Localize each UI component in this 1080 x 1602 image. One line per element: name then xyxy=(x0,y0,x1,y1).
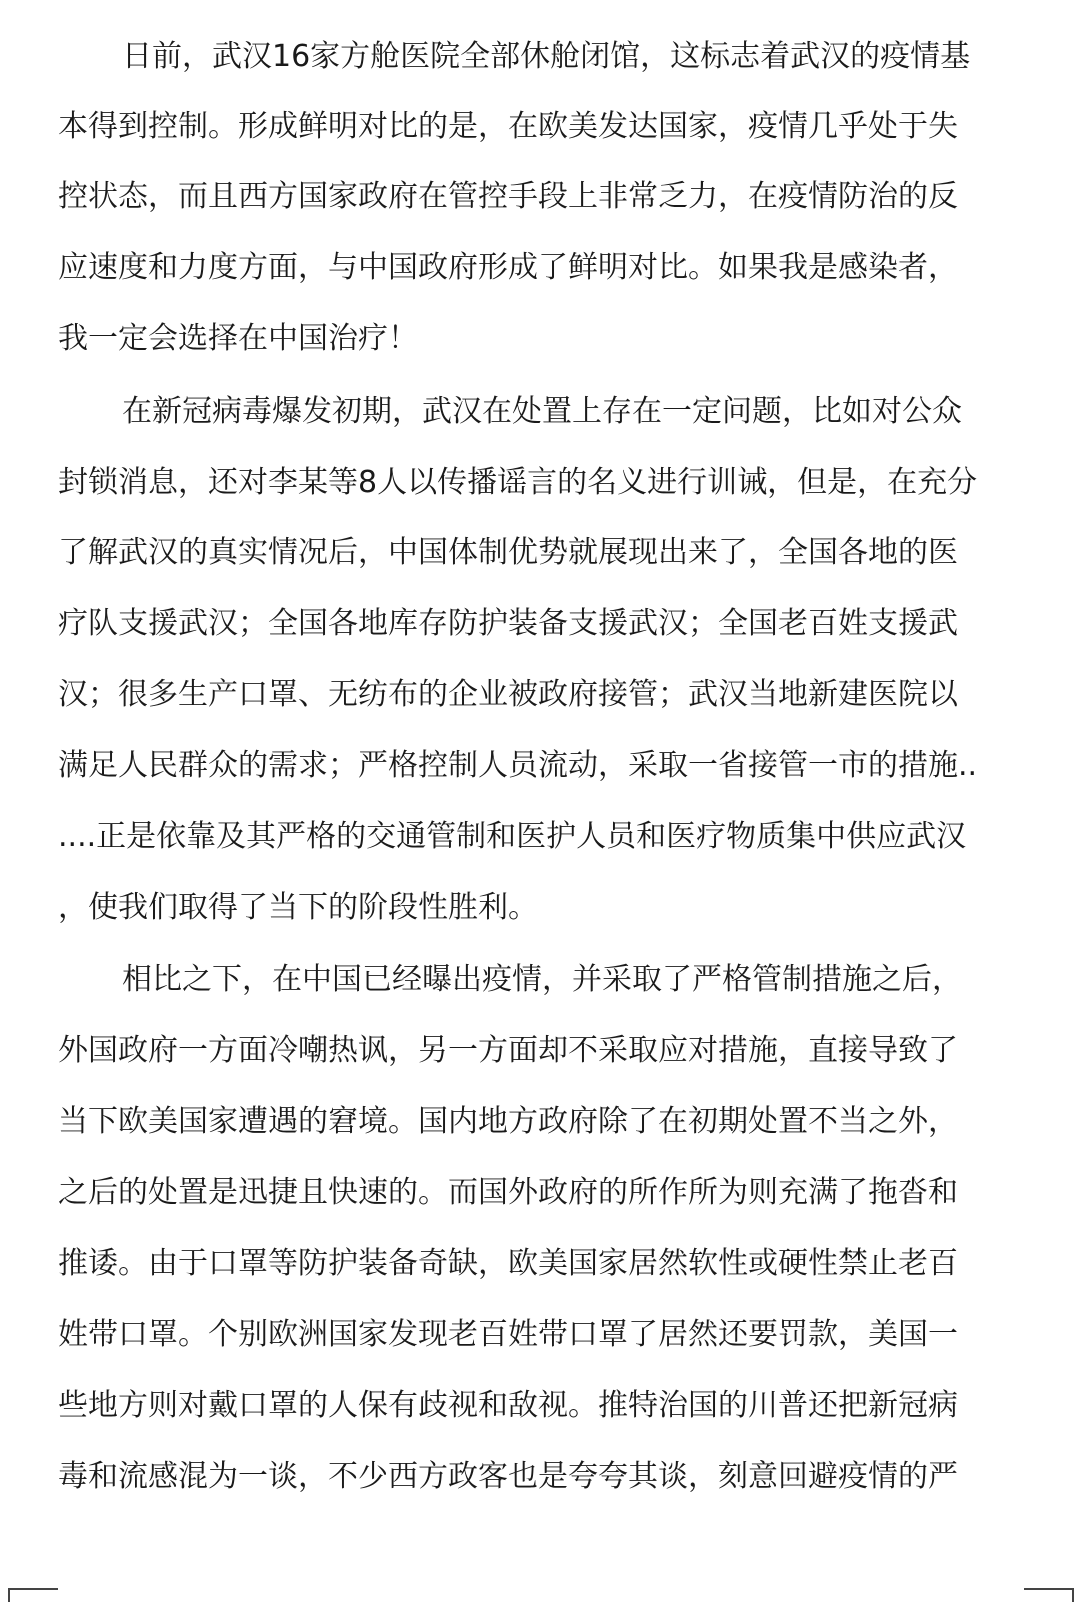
paragraph-3-line-3: 当下欧美国家遭遇的窘境。国内地方政府除了在初期处置不当之外， xyxy=(58,1104,958,1139)
paragraph-1-line-1: 日前，武汉16家方舱医院全部休舱闭馆，这标志着武汉的疫情基 xyxy=(122,39,971,74)
paragraph-3-line-4: 之后的处置是迅捷且快速的。而国外政府的所作所为则充满了拖沓和 xyxy=(58,1175,958,1210)
paragraph-2-line-1: 在新冠病毒爆发初期，武汉在处置上存在一定问题，比如对公众 xyxy=(122,394,962,429)
paragraph-2-line-7: ....正是依靠及其严格的交通管制和医护人员和医疗物质集中供应武汉 xyxy=(58,819,967,854)
paragraph-3-line-1: 相比之下，在中国已经曝出疫情，并采取了严格管制措施之后， xyxy=(122,962,962,997)
paragraph-3-line-7: 些地方则对戴口罩的人保有歧视和敌视。推特治国的川普还把新冠病 xyxy=(58,1388,958,1423)
paragraph-2-line-2: 封锁消息，还对李某等8人以传播谣言的名义进行训诫，但是，在充分 xyxy=(58,465,978,500)
paragraph-2-line-3: 了解武汉的真实情况后，中国体制优势就展现出来了，全国各地的医 xyxy=(58,535,958,570)
paragraph-3-line-2: 外国政府一方面冷嘲热讽，另一方面却不采取应对措施，直接导致了 xyxy=(58,1033,958,1068)
paragraph-2-line-4: 疗队支援武汉；全国各地库存防护装备支援武汉；全国老百姓支援武 xyxy=(58,606,958,641)
paragraph-2-line-8: ，使我们取得了当下的阶段性胜利。 xyxy=(58,890,538,925)
paragraph-3-line-5: 推诿。由于口罩等防护装备奇缺，欧美国家居然软性或硬性禁止老百 xyxy=(58,1246,958,1281)
paragraph-3-line-6: 姓带口罩。个别欧洲国家发现老百姓带口罩了居然还要罚款，美国一 xyxy=(58,1317,958,1352)
paragraph-1-line-4: 应速度和力度方面，与中国政府形成了鲜明对比。如果我是感染者， xyxy=(58,250,958,285)
paragraph-3-line-8: 毒和流感混为一谈，不少西方政客也是夸夸其谈，刻意回避疫情的严 xyxy=(58,1459,958,1494)
paragraph-2-line-6: 满足人民群众的需求；严格控制人员流动，采取一省接管一市的措施.. xyxy=(58,748,978,783)
paragraph-1-line-2: 本得到控制。形成鲜明对比的是，在欧美发达国家，疫情几乎处于失 xyxy=(58,109,958,144)
paragraph-1-line-5: 我一定会选择在中国治疗！ xyxy=(58,321,418,356)
paragraph-1-line-3: 控状态，而且西方国家政府在管控手段上非常乏力，在疫情防治的反 xyxy=(58,179,958,214)
paragraph-2-line-5: 汉；很多生产口罩、无纺布的企业被政府接管；武汉当地新建医院以 xyxy=(58,677,958,712)
